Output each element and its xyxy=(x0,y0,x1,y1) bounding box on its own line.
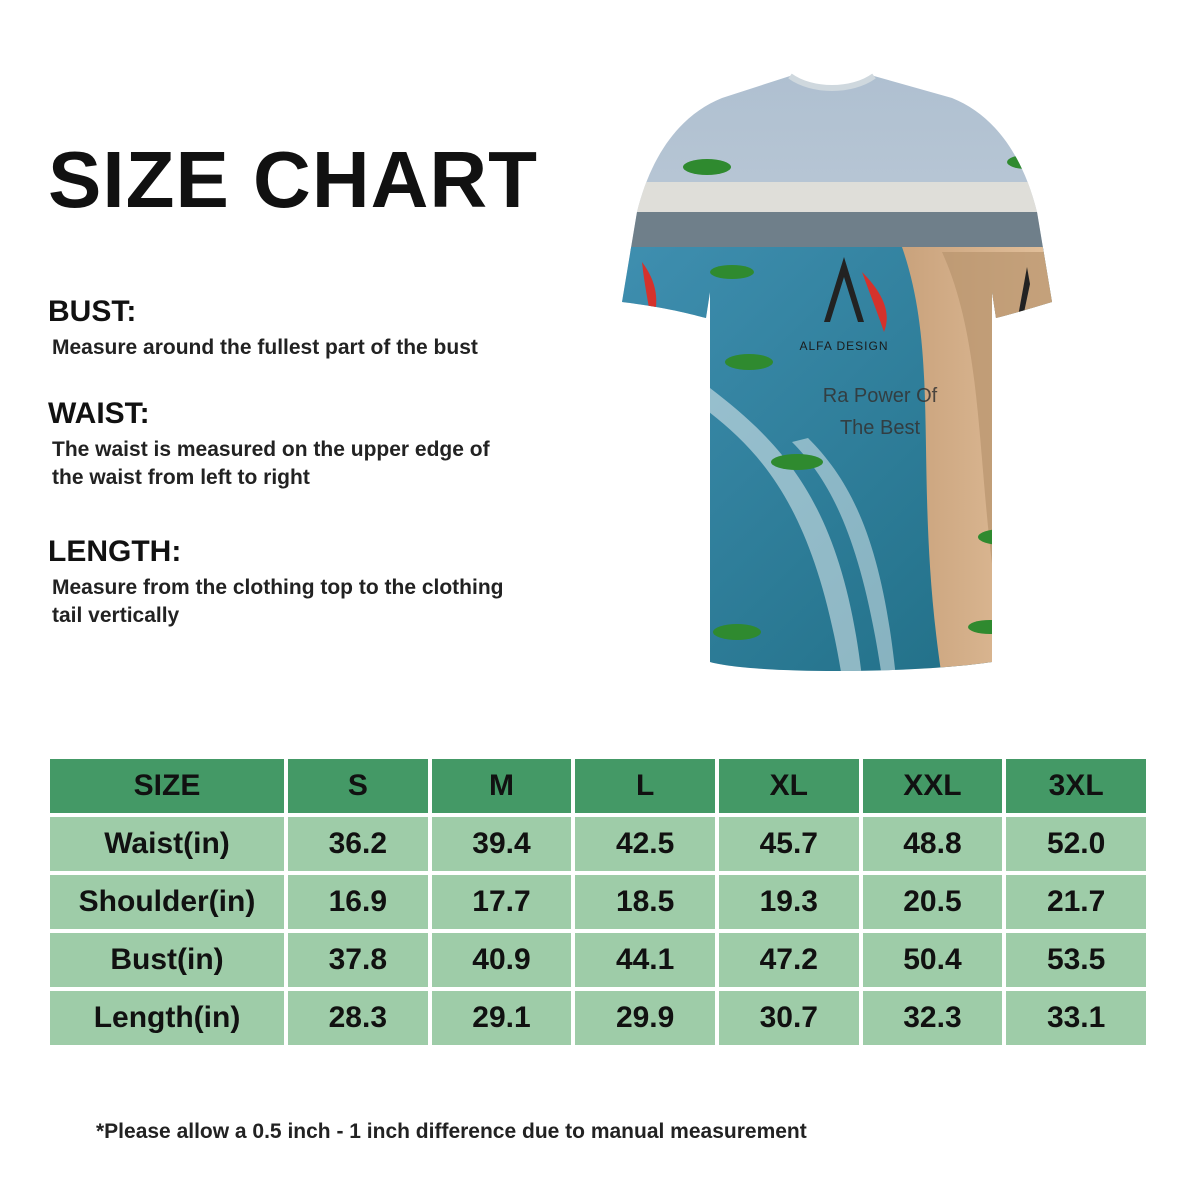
measurement-length xyxy=(48,536,608,630)
table-cell: 16.9 xyxy=(288,875,428,929)
measurement-waist xyxy=(48,398,608,492)
table-cell: 21.7 xyxy=(1006,875,1146,929)
description-line: the waist from left to right xyxy=(52,465,310,489)
table-cell: 39.4 xyxy=(432,817,572,871)
table-cell: 30.7 xyxy=(719,991,859,1045)
table-row xyxy=(50,817,1146,871)
header-cell: 3XL xyxy=(1006,759,1146,813)
table-cell: 52.0 xyxy=(1006,817,1146,871)
table-cell: 45.7 xyxy=(719,817,859,871)
table-cell: 29.9 xyxy=(575,991,715,1045)
table-cell: 33.1 xyxy=(1006,991,1146,1045)
table-cell: 37.8 xyxy=(288,933,428,987)
header-cell: SIZE xyxy=(50,759,284,813)
measurement-heading: LENGTH: xyxy=(48,535,182,568)
measurement-description xyxy=(52,436,608,492)
tshirt-illustration xyxy=(612,62,1052,678)
table-cell: 18.5 xyxy=(575,875,715,929)
table-cell: 19.3 xyxy=(719,875,859,929)
page-title: SIZE CHART xyxy=(48,135,538,224)
table-cell: 44.1 xyxy=(575,933,715,987)
table-cell: 42.5 xyxy=(575,817,715,871)
slogan-line-2: The Best xyxy=(839,417,921,439)
table-cell: 48.8 xyxy=(863,817,1003,871)
description-line: tail vertically xyxy=(52,603,180,627)
table-cell: 36.2 xyxy=(288,817,428,871)
header-cell: L xyxy=(575,759,715,813)
header-cell: XXL xyxy=(863,759,1003,813)
table-row xyxy=(50,933,1146,987)
measurement-heading: WAIST: xyxy=(48,397,150,430)
measurement-note: *Please allow a 0.5 inch - 1 inch difference due to manual measurement xyxy=(96,1120,807,1143)
table-cell: 47.2 xyxy=(719,933,859,987)
table-cell: 53.5 xyxy=(1006,933,1146,987)
row-label: Bust(in) xyxy=(50,933,284,987)
header-cell: S xyxy=(288,759,428,813)
table-cell: 29.1 xyxy=(432,991,572,1045)
description-line: The waist is measured on the upper edge of xyxy=(52,437,490,461)
table-cell: 32.3 xyxy=(863,991,1003,1045)
slogan-line-1: Ra Power Of xyxy=(822,385,938,407)
header-cell: M xyxy=(432,759,572,813)
row-label: Length(in) xyxy=(50,991,284,1045)
description-line: Measure from the clothing top to the clothing xyxy=(52,575,504,599)
table-cell: 40.9 xyxy=(432,933,572,987)
table-cell: 28.3 xyxy=(288,991,428,1045)
description-line: Measure around the fullest part of the bust xyxy=(52,335,478,359)
row-label: Waist(in) xyxy=(50,817,284,871)
table-cell: 50.4 xyxy=(863,933,1003,987)
measurement-description xyxy=(52,574,608,630)
table-row xyxy=(50,991,1146,1045)
measurement-description xyxy=(52,334,608,362)
table-cell: 20.5 xyxy=(863,875,1003,929)
table-row xyxy=(50,875,1146,929)
table-cell: 17.7 xyxy=(432,875,572,929)
header-cell: XL xyxy=(719,759,859,813)
measurement-heading: BUST: xyxy=(48,295,137,328)
logo-text: ALFA DESIGN xyxy=(799,339,889,353)
table-header-row xyxy=(50,759,1146,813)
size-table xyxy=(46,755,1150,1049)
measurement-bust xyxy=(48,296,608,362)
row-label: Shoulder(in) xyxy=(50,875,284,929)
product-image xyxy=(612,62,1052,678)
